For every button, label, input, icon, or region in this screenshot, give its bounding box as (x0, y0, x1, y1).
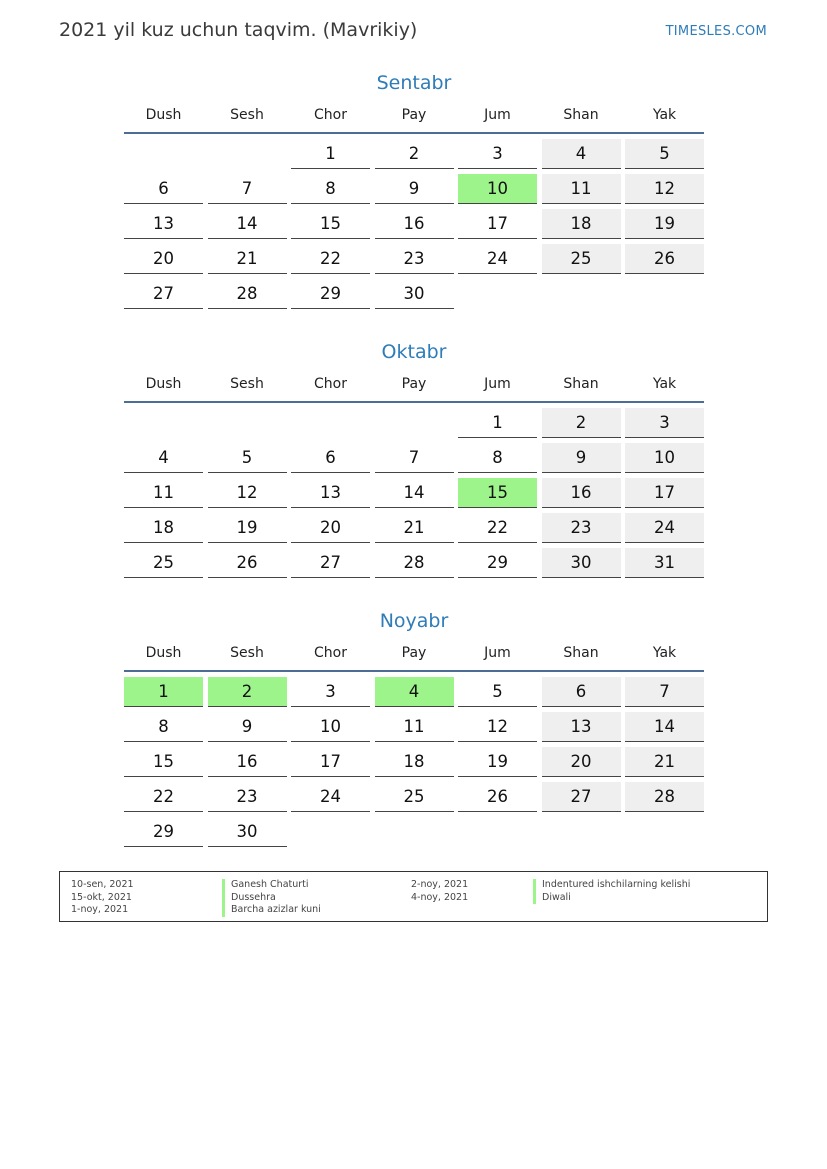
day-cell: 6 (291, 443, 370, 473)
day-cell: 20 (291, 513, 370, 543)
day-cell: 15 (291, 209, 370, 239)
holiday-day-cell: 2 (208, 677, 287, 707)
legend-names-right (533, 879, 690, 904)
weekday-label: Yak (652, 107, 677, 123)
day-cell: 11 (124, 478, 203, 508)
weekday-label: Shan (563, 645, 599, 661)
weekday-label: Jum (484, 645, 511, 661)
day-cell: 29 (458, 548, 537, 578)
legend-holiday-name: Diwali (533, 892, 690, 905)
day-cell: 24 (291, 782, 370, 812)
day-cell: 23 (208, 782, 287, 812)
legend-holiday-name: Ganesh Chaturti (222, 879, 321, 892)
month-title: Sentabr (376, 72, 452, 94)
day-cell: 28 (208, 279, 287, 309)
weekday-label: Dush (145, 376, 182, 392)
day-cell: 8 (124, 712, 203, 742)
day-cell: 24 (625, 513, 704, 543)
day-cell: 9 (208, 712, 287, 742)
empty-cell (291, 408, 370, 438)
day-cell: 26 (625, 244, 704, 274)
weekday-header (124, 644, 704, 672)
legend-date: 1-noy, 2021 (71, 904, 129, 915)
weekday-label: Pay (401, 107, 427, 123)
month-september (124, 70, 704, 309)
site-link[interactable]: TIMESLES.COM (665, 24, 767, 39)
legend-date: 2-noy, 2021 (411, 879, 469, 890)
days-grid (124, 408, 704, 578)
day-cell: 10 (291, 712, 370, 742)
month-october (124, 339, 704, 578)
day-cell: 6 (542, 677, 621, 707)
page-title: 2021 yil kuz uchun taqvim. (Mavrikiy) (59, 19, 418, 41)
day-cell: 27 (291, 548, 370, 578)
day-cell: 6 (124, 174, 203, 204)
day-cell: 15 (124, 747, 203, 777)
day-cell: 21 (208, 244, 287, 274)
day-cell: 17 (625, 478, 704, 508)
month-title: Oktabr (381, 341, 447, 363)
day-cell: 26 (458, 782, 537, 812)
legend-holiday-name: Barcha azizlar kuni (222, 904, 321, 917)
day-cell: 3 (291, 677, 370, 707)
weekday-header (124, 106, 704, 134)
day-cell: 7 (375, 443, 454, 473)
day-cell: 12 (458, 712, 537, 742)
days-grid (124, 139, 704, 309)
day-cell: 17 (458, 209, 537, 239)
holiday-legend (59, 871, 768, 922)
day-cell: 9 (375, 174, 454, 204)
day-cell: 11 (375, 712, 454, 742)
day-cell: 26 (208, 548, 287, 578)
legend-date: 15-okt, 2021 (71, 891, 132, 903)
weekday-label: Dush (145, 645, 182, 661)
day-cell: 2 (542, 408, 621, 438)
day-cell: 14 (625, 712, 704, 742)
empty-cell (124, 408, 203, 438)
weekday-label: Shan (563, 107, 599, 123)
day-cell: 20 (542, 747, 621, 777)
weekday-label: Pay (401, 376, 427, 392)
day-cell: 29 (291, 279, 370, 309)
day-cell: 27 (124, 279, 203, 309)
weekday-header (124, 375, 704, 403)
day-cell: 30 (208, 817, 287, 847)
day-cell: 2 (375, 139, 454, 169)
weekday-label: Sesh (230, 376, 264, 392)
day-cell: 5 (208, 443, 287, 473)
weekday-label: Jum (484, 376, 511, 392)
day-cell: 3 (625, 408, 704, 438)
day-cell: 10 (625, 443, 704, 473)
day-cell: 31 (625, 548, 704, 578)
empty-cell (375, 408, 454, 438)
legend-date: 10-sen, 2021 (71, 879, 134, 890)
day-cell: 18 (542, 209, 621, 239)
legend-names-left (222, 879, 321, 917)
weekday-label: Chor (314, 376, 347, 392)
empty-cell (208, 408, 287, 438)
holiday-day-cell: 10 (458, 174, 537, 204)
holiday-day-cell: 1 (124, 677, 203, 707)
legend-holiday-name: Dussehra (222, 892, 321, 905)
day-cell: 7 (625, 677, 704, 707)
day-cell: 19 (208, 513, 287, 543)
day-cell: 14 (375, 478, 454, 508)
weekday-label: Jum (484, 107, 511, 123)
day-cell: 17 (291, 747, 370, 777)
weekday-label: Pay (401, 645, 427, 661)
day-cell: 30 (542, 548, 621, 578)
weekday-label: Sesh (230, 107, 264, 123)
month-november (124, 608, 704, 847)
weekday-label: Sesh (230, 645, 264, 661)
day-cell: 5 (458, 677, 537, 707)
legend-holiday-name: Indentured ishchilarning kelishi (533, 879, 690, 892)
weekday-label: Chor (314, 107, 347, 123)
day-cell: 1 (291, 139, 370, 169)
weekday-label: Yak (652, 645, 677, 661)
day-cell: 25 (375, 782, 454, 812)
day-cell: 25 (542, 244, 621, 274)
day-cell: 22 (291, 244, 370, 274)
day-cell: 13 (291, 478, 370, 508)
day-cell: 1 (458, 408, 537, 438)
holiday-day-cell: 15 (458, 478, 537, 508)
day-cell: 22 (458, 513, 537, 543)
day-cell: 28 (375, 548, 454, 578)
day-cell: 23 (542, 513, 621, 543)
day-cell: 13 (542, 712, 621, 742)
day-cell: 25 (124, 548, 203, 578)
day-cell: 4 (542, 139, 621, 169)
weekday-label: Chor (314, 645, 347, 661)
day-cell: 19 (458, 747, 537, 777)
empty-cell (208, 139, 287, 169)
day-cell: 7 (208, 174, 287, 204)
day-cell: 21 (625, 747, 704, 777)
weekday-label: Yak (652, 376, 677, 392)
day-cell: 30 (375, 279, 454, 309)
day-cell: 4 (124, 443, 203, 473)
month-title: Noyabr (379, 610, 449, 632)
weekday-label: Dush (145, 107, 182, 123)
day-cell: 9 (542, 443, 621, 473)
day-cell: 3 (458, 139, 537, 169)
day-cell: 12 (625, 174, 704, 204)
day-cell: 18 (124, 513, 203, 543)
day-cell: 16 (542, 478, 621, 508)
day-cell: 14 (208, 209, 287, 239)
day-cell: 11 (542, 174, 621, 204)
legend-dates-right (411, 879, 468, 904)
day-cell: 16 (208, 747, 287, 777)
day-cell: 28 (625, 782, 704, 812)
empty-cell (124, 139, 203, 169)
day-cell: 18 (375, 747, 454, 777)
day-cell: 12 (208, 478, 287, 508)
day-cell: 20 (124, 244, 203, 274)
weekday-label: Shan (563, 376, 599, 392)
day-cell: 5 (625, 139, 704, 169)
day-cell: 21 (375, 513, 454, 543)
day-cell: 23 (375, 244, 454, 274)
day-cell: 13 (124, 209, 203, 239)
legend-dates-left (71, 879, 134, 917)
day-cell: 19 (625, 209, 704, 239)
days-grid (124, 677, 704, 847)
day-cell: 8 (458, 443, 537, 473)
day-cell: 16 (375, 209, 454, 239)
day-cell: 22 (124, 782, 203, 812)
day-cell: 24 (458, 244, 537, 274)
holiday-day-cell: 4 (375, 677, 454, 707)
legend-date: 4-noy, 2021 (411, 891, 469, 903)
day-cell: 29 (124, 817, 203, 847)
day-cell: 8 (291, 174, 370, 204)
day-cell: 27 (542, 782, 621, 812)
